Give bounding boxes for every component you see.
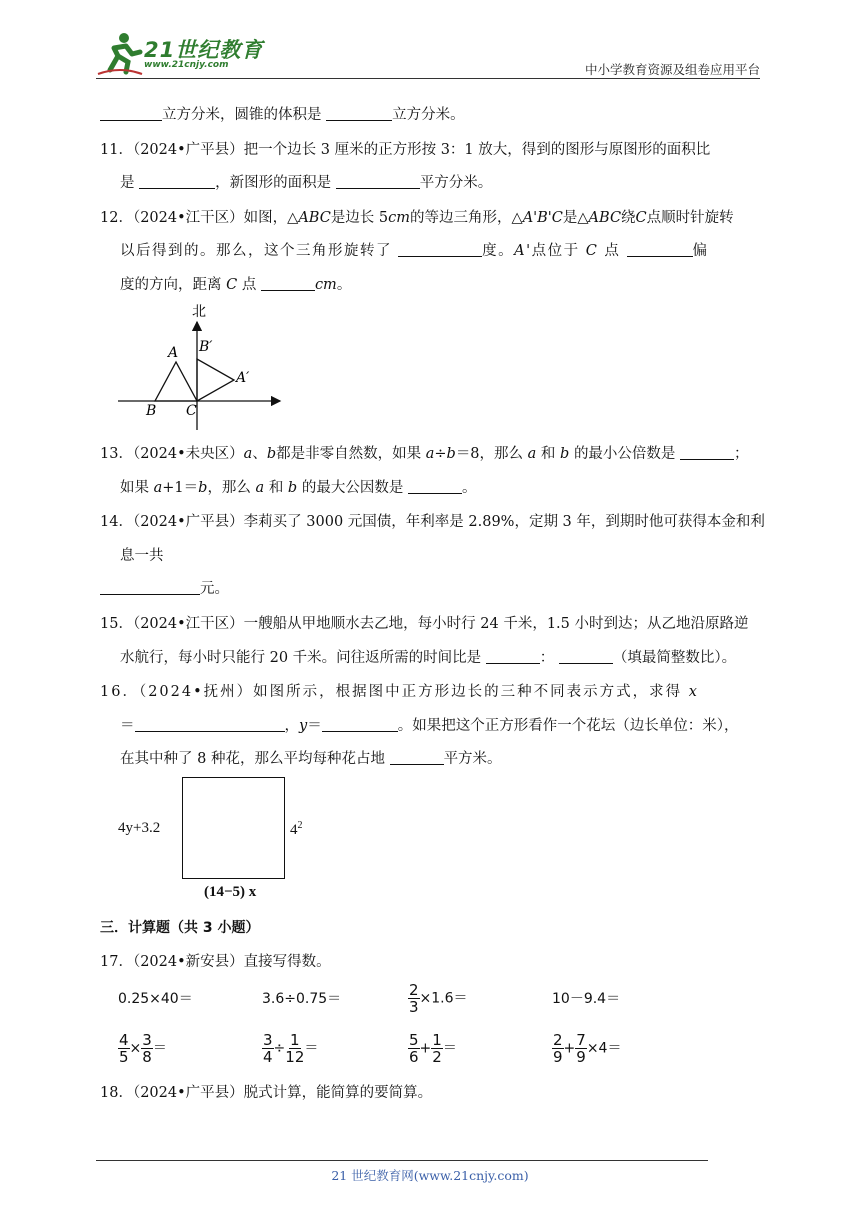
calc-item: $\frac{5}{6}$ + $\frac{1}{2}$ ＝	[409, 1031, 457, 1066]
label-b: B	[146, 403, 157, 419]
q11-line1: 11．（2024•广平县）把一个边长 3 厘米的正方形按 3：1 放大，得到的图形与原图形的面积比	[100, 142, 711, 158]
answer-blank[interactable]	[261, 277, 315, 291]
calc-item: 0.25×40＝	[118, 991, 193, 1007]
page-header	[96, 30, 760, 78]
logo-url: www.21cnjy.com	[144, 60, 229, 70]
q18-line1: 18．（2024•广平县）脱式计算，能简算的要简算。	[100, 1085, 433, 1101]
answer-blank[interactable]	[390, 751, 444, 765]
square-right-label: $4^2$	[290, 820, 303, 838]
q16-line2: ＝ ，y＝ 。如果把这个正方形看作一个花坛（边长单位：米），	[120, 718, 739, 734]
header-divider	[96, 78, 760, 79]
square-bottom-label: (14−5) x	[204, 884, 257, 900]
header-tagline: 中小学教育资源及组卷应用平台	[584, 62, 760, 77]
calc-item: $\frac{2}{9}$ + $\frac{7}{9}$ ×4＝	[553, 1031, 622, 1066]
q17-line1: 17．（2024•新安县）直接写得数。	[100, 954, 331, 970]
answer-blank[interactable]	[100, 581, 200, 595]
triangle-abc	[155, 362, 197, 401]
triangle-a1b1c	[197, 359, 234, 401]
label-a: A	[168, 345, 179, 361]
answer-blank[interactable]	[486, 650, 540, 664]
answer-blank[interactable]	[627, 243, 693, 257]
q12-line1: 12．（2024•江干区）如图，△ABC是边长 5cm的等边三角形，△A'B'C是△ABC绕C点顺时针旋转	[100, 210, 734, 226]
label-a-prime: A′	[236, 370, 250, 386]
answer-blank[interactable]	[680, 446, 734, 460]
answer-blank[interactable]	[139, 175, 215, 189]
calc-item: $\frac{3}{4}$ ÷ $\frac{1}{12}$ ＝	[263, 1031, 319, 1066]
answer-blank[interactable]	[559, 650, 613, 664]
answer-blank[interactable]	[135, 718, 285, 732]
q15-line2: 水航行，每小时只能行 20 千米。问往返所需的时间比是 ： （填最简整数比）。	[120, 650, 737, 666]
q16-line3: 在其中种了 8 种花，那么平均每种花占地 平方米。	[120, 751, 502, 767]
answer-blank[interactable]	[408, 480, 462, 494]
q10-tail: 立方分米，圆锥的体积是 立方分米。	[100, 105, 465, 125]
q16-line1: 16．（2024•抚州）如图所示，根据图中正方形边长的三种不同表示方式，求得 x	[100, 684, 699, 700]
q11-line2: 是 ，新图形的面积是 平方分米。	[120, 175, 493, 191]
q14-line1: 14．（2024•广平县）李莉买了 3000 元国债，年利率是 2.89%，定期 3 年，到期时他可获得本金和利	[100, 514, 765, 530]
rotation-figure	[110, 300, 290, 435]
calc-item: $\frac{2}{3}$ ×1.6＝	[409, 981, 468, 1016]
runner-icon	[96, 30, 144, 76]
q12-line2: 以后得到的。那么，这个三角形旋转了 度。A'点位于 C 点 偏	[120, 243, 709, 259]
north-label: 北	[192, 304, 206, 320]
logo-brand: 21世纪教育	[144, 38, 264, 62]
square-figure	[182, 777, 285, 879]
calc-item: 3.6÷0.75＝	[262, 991, 342, 1007]
answer-blank[interactable]	[398, 243, 482, 257]
square-left-label: 4y+3.2	[118, 820, 161, 836]
calc-item: $\frac{4}{5}$ × $\frac{3}{8}$ ＝	[119, 1031, 167, 1066]
answer-blank[interactable]	[100, 107, 162, 121]
calc-item: 10－9.4＝	[552, 991, 621, 1007]
label-b-prime: B′	[199, 339, 213, 355]
footer-link[interactable]: 21 世纪教育网(www.21cnjy.com)	[331, 1168, 529, 1183]
q12-line3: 度的方向，距离 C 点 cm。	[120, 277, 352, 293]
answer-blank[interactable]	[322, 718, 398, 732]
q15-line1: 15．（2024•江干区）一艘船从甲地顺水去乙地，每小时行 24 千米，1.5 小时到达；从乙地沿原路逆	[100, 616, 749, 632]
answer-blank[interactable]	[326, 107, 392, 121]
section-title: 三．计算题（共 3 小题）	[100, 920, 260, 936]
q14-line2: 息一共	[120, 548, 164, 564]
q13-line1: 13．（2024•未央区）a、b都是非零自然数，如果 a÷b＝8，那么 a 和 b 的最小公倍数是 ；	[100, 446, 749, 462]
label-c: C	[186, 403, 197, 419]
footer-divider	[96, 1160, 708, 1161]
answer-blank[interactable]	[336, 175, 420, 189]
site-logo	[96, 30, 266, 78]
q13-line2: 如果 a+1＝b，那么 a 和 b 的最大公因数是 。	[120, 480, 477, 496]
q14-line3: 元。	[100, 579, 229, 599]
